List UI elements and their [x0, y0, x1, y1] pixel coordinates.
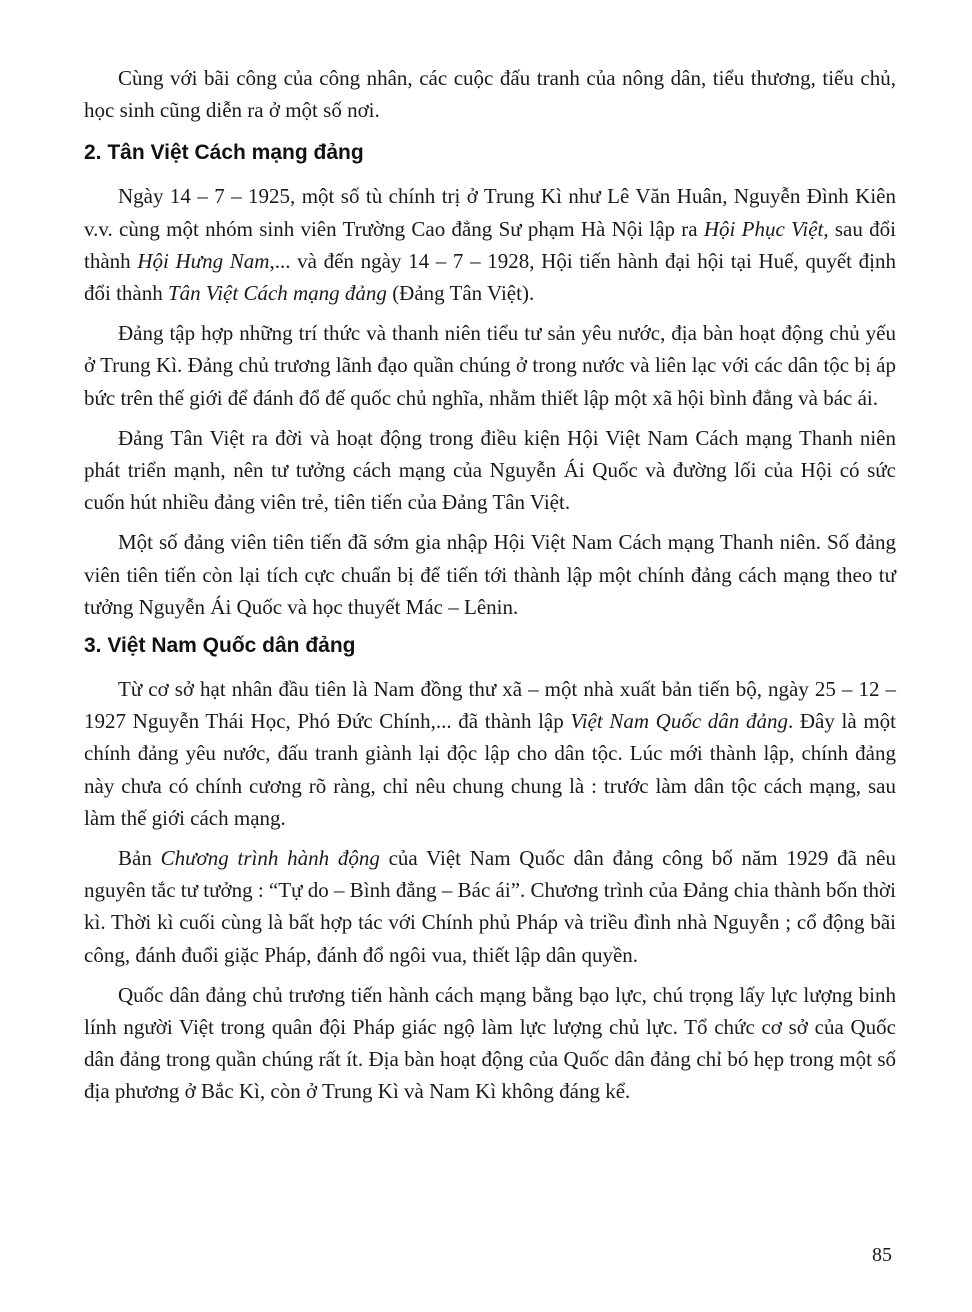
section-2-heading: 2. Tân Việt Cách mạng đảng [84, 141, 364, 165]
italic-term-vnqdd: Việt Nam Quốc dân đảng [570, 709, 788, 734]
text-run: . Đây là một chính đảng yêu nước, đấu tranh giành lại độc lập cho dân tộc. Lúc mới thành lập, chính đảng này chưa có chính cương rõ ràng, chỉ nêu chung chung là : trước làm dân tộc cách mạng, sau làm thế giới cách mạng. [84, 709, 896, 830]
section-2-paragraph-2: Đảng tập hợp những trí thức và thanh niên tiểu tư sản yêu nước, địa bàn hoạt động chủ yếu ở Trung Kì. Đảng chủ trương lãnh đạo quần chúng ở trong nước và liên lạc với các dân tộc bị áp bức trên thế giới để đánh đổ đế quốc chủ nghĩa, nhằm thiết lập một xã hội bình đẳng và bác ái. [84, 321, 896, 410]
section-3-paragraph-3: Quốc dân đảng chủ trương tiến hành cách mạng bằng bạo lực, chú trọng lấy lực lượng binh lính người Việt trong quân đội Pháp giác ngộ làm lực lượng chủ lực. Tổ chức cơ sở của Quốc dân đảng trong quần chúng rất ít. Địa bàn hoạt động của Quốc dân đảng chỉ bó hẹp trong một số địa phương ở Bắc Kì, còn ở Trung Kì và Nam Kì không đáng kể. [84, 982, 896, 1104]
section-2-paragraph-4: Một số đảng viên tiên tiến đã sớm gia nhập Hội Việt Nam Cách mạng Thanh niên. Số đảng viên tiên tiến còn lại tích cực chuẩn bị để tiến tới thành lập một chính đảng cách mạng theo tư tưởng Nguyễn Ái Quốc và học thuyết Mác – Lênin. [84, 530, 896, 619]
text-run: Bản [118, 846, 161, 871]
italic-term-hoi-hung-nam: Hội Hưng Nam [137, 248, 270, 273]
italic-term-chuong-trinh: Chương trình hành động [160, 846, 380, 871]
italic-term-hoi-phuc-viet: Hội Phục Việt [703, 216, 824, 241]
section-3-paragraph-2 [84, 842, 896, 971]
text-run: , sau đổi thành [84, 216, 896, 273]
italic-term-tan-viet: Tân Việt Cách mạng đảng [168, 281, 387, 306]
text-run: của Việt Nam Quốc dân đảng công bố năm 1929 đã nêu nguyên tắc tư tưởng : “Tự do – Bình đẳng – Bác ái”. Chương trình của Đảng chia thành bốn thời kì. Thời kì cuối cùng là bất hợp tác với Chính phủ Pháp và triều đình nhà Nguyễn ; cổ động bãi công, đánh đuổi giặc Pháp, đánh đổ ngôi vua, thiết lập dân quyền. [84, 846, 896, 967]
section-2-paragraph-3: Đảng Tân Việt ra đời và hoạt động trong điều kiện Hội Việt Nam Cách mạng Thanh niên phát triển mạnh, nên tư tưởng cách mạng của Nguyễn Ái Quốc và đường lối của Hội có sức cuốn hút nhiều đảng viên trẻ, tiên tiến của Đảng Tân Việt. [84, 425, 896, 515]
text-run: (Đảng Tân Việt). [386, 281, 535, 306]
document-page [84, 62, 896, 1116]
section-2-paragraph-1 [84, 180, 896, 309]
section-3-paragraph-1 [84, 673, 896, 834]
intro-paragraph: Cùng với bãi công của công nhân, các cuộc đấu tranh của nông dân, tiểu thương, tiểu chủ, học sinh cũng diễn ra ở một số nơi. [84, 66, 896, 123]
text-run: ,... và đến ngày 14 – 7 – 1928, Hội tiến hành đại hội tại Huế, quyết định đổi thành [84, 248, 896, 306]
text-run: Từ cơ sở hạt nhân đầu tiên là Nam đồng thư xã – một nhà xuất bản tiến bộ, ngày 25 – 12 – 1927 Nguyễn Thái Học, Phó Đức Chính,... đã thành lập [84, 677, 896, 734]
section-3-heading: 3. Việt Nam Quốc dân đảng [84, 634, 356, 658]
text-run: Ngày 14 – 7 – 1925, một số tù chính trị ở Trung Kì như Lê Văn Huân, Nguyễn Đình Kiên v.v. cùng một nhóm sinh viên Trường Cao đẳng Sư phạm Hà Nội lập ra [84, 184, 896, 241]
page-number: 85 [872, 1244, 892, 1266]
